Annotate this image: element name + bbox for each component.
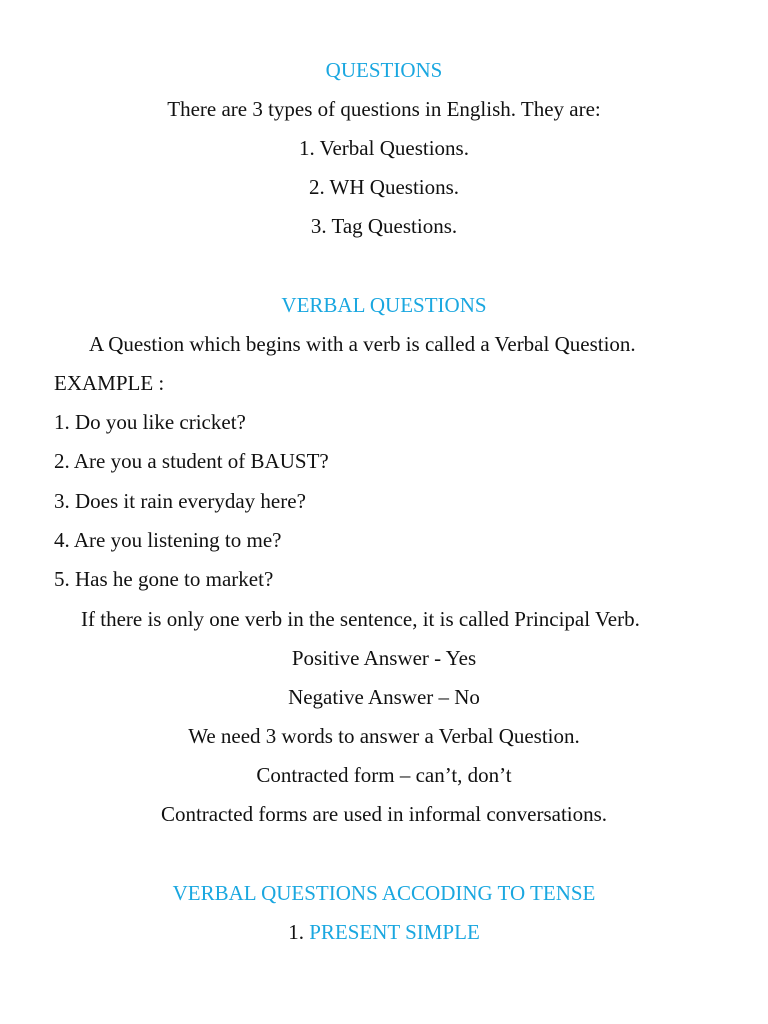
definition-text: A Question which begins with a verb is called a Verbal Question. bbox=[89, 332, 636, 356]
contracted-usage: Contracted forms are used in informal conversations. bbox=[160, 802, 608, 826]
principal-verb-note: If there is only one verb in the sentence, it is called Principal Verb. bbox=[81, 607, 640, 631]
example-item-3: 3. Does it rain everyday here? bbox=[54, 489, 306, 513]
tense-item-1 bbox=[0, 919, 768, 945]
tense-item-number: 1. bbox=[288, 920, 304, 944]
example-item-4: 4. Are you listening to me? bbox=[54, 528, 282, 552]
heading-tense: VERBAL QUESTIONS ACCODING TO TENSE bbox=[172, 881, 596, 905]
heading-questions: QUESTIONS bbox=[325, 58, 443, 82]
example-item-5: 5. Has he gone to market? bbox=[54, 567, 274, 591]
intro-text: There are 3 types of questions in English. They are: bbox=[167, 97, 601, 121]
contracted-form: Contracted form – can’t, don’t bbox=[256, 763, 512, 787]
type-item-1: 1. Verbal Questions. bbox=[299, 136, 469, 160]
example-label: EXAMPLE : bbox=[54, 371, 165, 395]
three-words-note: We need 3 words to answer a Verbal Question. bbox=[188, 724, 580, 748]
negative-answer: Negative Answer – No bbox=[288, 685, 480, 709]
type-item-2: 2. WH Questions. bbox=[308, 175, 460, 199]
type-item-3: 3. Tag Questions. bbox=[310, 214, 458, 238]
tense-item-label: PRESENT SIMPLE bbox=[309, 920, 480, 944]
example-item-1: 1. Do you like cricket? bbox=[54, 410, 246, 434]
positive-answer: Positive Answer - Yes bbox=[291, 646, 477, 670]
heading-verbal-questions: VERBAL QUESTIONS bbox=[281, 293, 487, 317]
example-item-2: 2. Are you a student of BAUST? bbox=[54, 449, 329, 473]
